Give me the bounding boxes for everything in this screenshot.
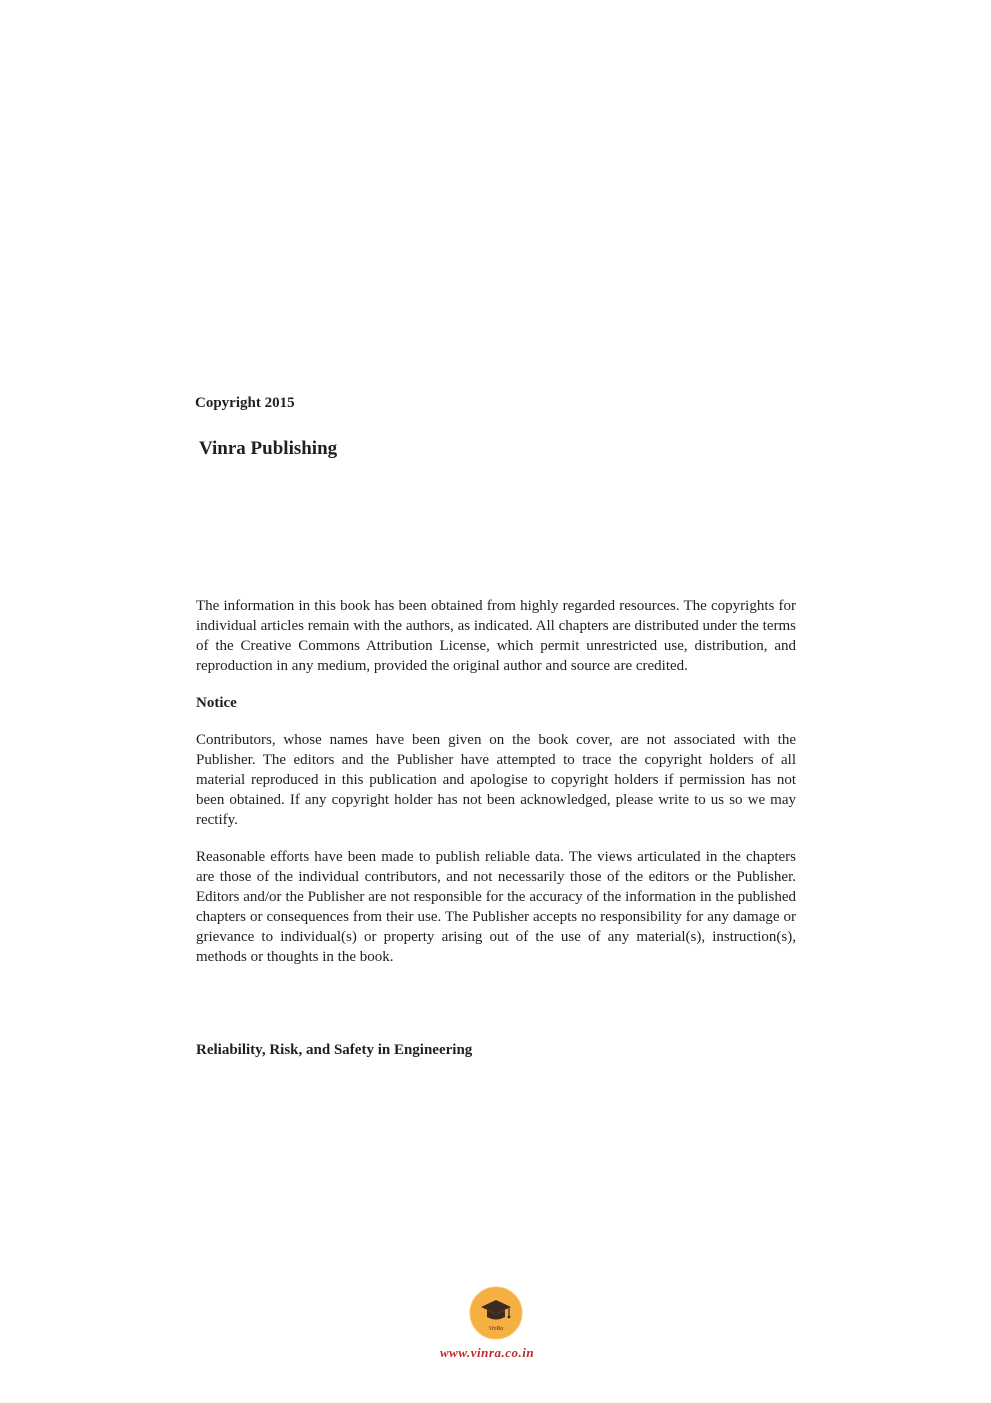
info-paragraph: The information in this book has been obtained from highly regarded resources. The copyrights for individual articles remain with the authors, as indicated. All chapters are distributed under the terms of the Creative Commons Attribution License, which permit unrestricted use, distribution, and reproduction in any medium, provided the original author and source are credited. [196, 598, 796, 674]
contributors-paragraph: Contributors, whose names have been given on the book cover, are not associated with the Publisher. The editors and the Publisher have attempted to trace the copyright holders of all material reproduced in this publication and apologise to copyright holders if permission has not been obtained. If any copyright holder has not been acknowledged, please write to us so we may rectify. [196, 732, 796, 828]
publisher-name: Vinra Publishing [199, 438, 338, 459]
publisher-logo [469, 1286, 523, 1340]
graduation-cap-icon [469, 1286, 523, 1340]
reasonable-efforts-paragraph: Reasonable efforts have been made to publish reliable data. The views articulated in the chapters are those of the individual contributors, and not necessarily those of the editors or the Publisher. Editors and/or the Publisher are not responsible for the accuracy of the information in the published chapters or consequences from their use. The Publisher accepts no responsibility for any damage or grievance to individual(s) or property arising out of the use of any material(s), instruction(s), methods or thoughts in the book. [196, 849, 796, 965]
website-link[interactable]: www.vinra.co.in [440, 1345, 535, 1360]
logo-text: VinRa [488, 1326, 504, 1332]
copyright-line: Copyright 2015 [195, 395, 295, 411]
notice-heading: Notice [196, 695, 237, 711]
legal-text-block [196, 596, 796, 984]
book-title: Reliability, Risk, and Safety in Engineering [196, 1042, 473, 1058]
